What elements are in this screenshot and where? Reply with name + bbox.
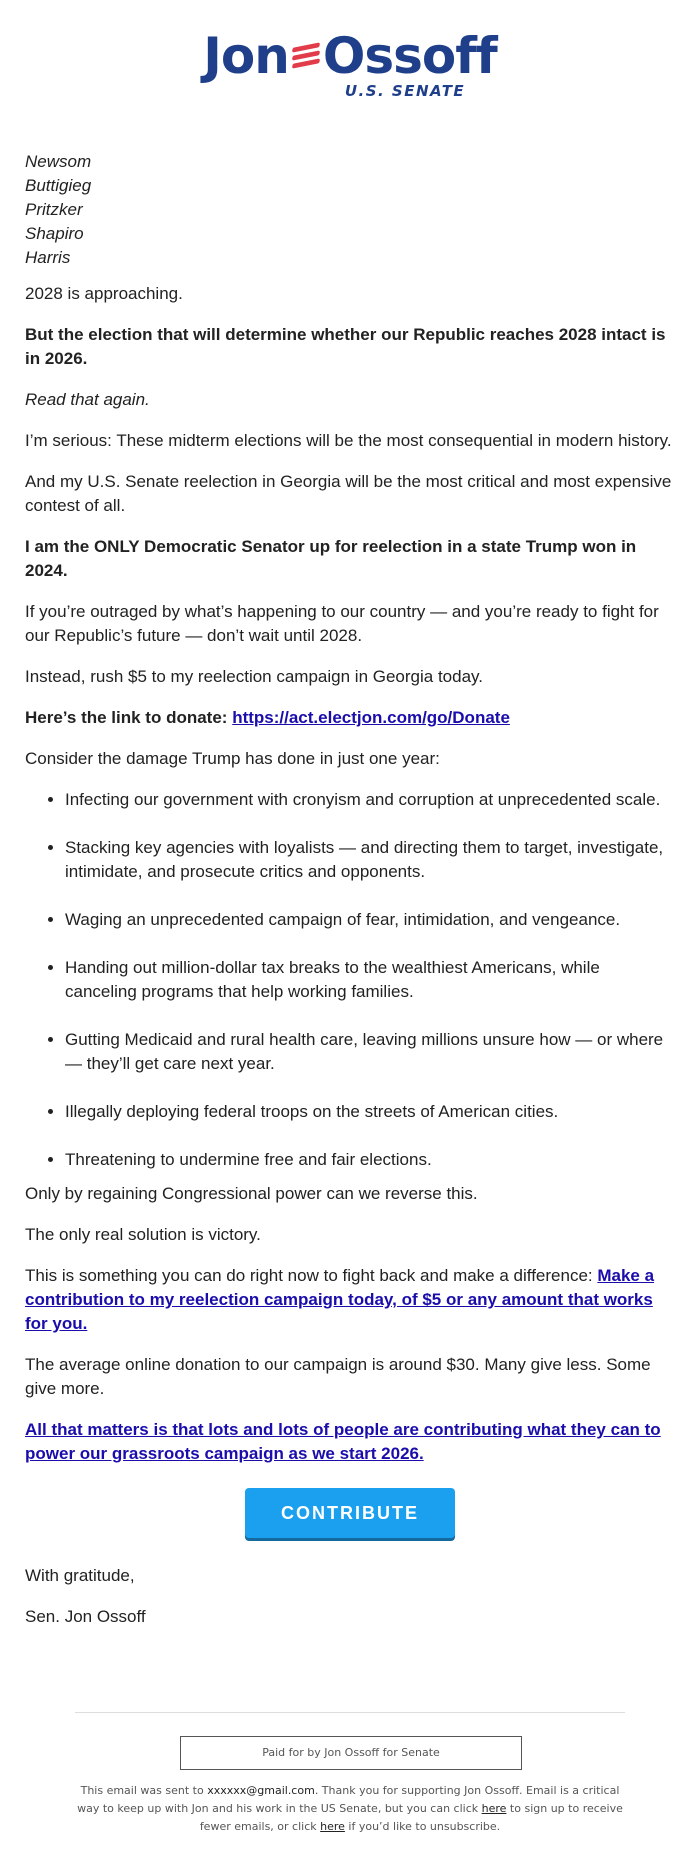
- flag-stripes-icon: [293, 39, 321, 73]
- damage-list: [25, 788, 675, 1172]
- donate-label: Here’s the link to donate:: [25, 708, 228, 727]
- name-item: Pritzker: [25, 200, 83, 219]
- footer-text-part: if you’d like to unsubscribe.: [348, 1820, 501, 1833]
- name-item: Shapiro: [25, 224, 84, 243]
- paid-for-disclaimer: Paid for by Jon Ossoff for Senate: [180, 1736, 522, 1770]
- list-item: • Gutting Medicaid and rural health care, leaving millions unsure how — or where — they’ll get care next year.: [65, 1028, 675, 1076]
- name-item: Newsom: [25, 152, 92, 171]
- paragraph: The average online donation to our campaign is around $30. Many give less. Some give more.: [25, 1355, 651, 1398]
- donate-link-paragraph: [25, 706, 675, 730]
- recipient-email: xxxxxx@gmail.com: [207, 1784, 315, 1797]
- grassroots-paragraph: [25, 1418, 675, 1466]
- paragraph: And my U.S. Senate reelection in Georgia will be the most critical and most expensive contest of all.: [25, 472, 672, 515]
- paragraph: The only real solution is victory.: [25, 1225, 261, 1244]
- sign-off: With gratitude,: [25, 1566, 135, 1585]
- logo-last-name: Ossoff: [322, 27, 497, 85]
- footer-divider: [75, 1712, 625, 1713]
- list-item: • Handing out million-dollar tax breaks to the wealthiest Americans, while canceling programs that help working families.: [65, 956, 675, 1004]
- paragraph: Instead, rush $5 to my reelection campaign in Georgia today.: [25, 667, 483, 686]
- name-item: Harris: [25, 248, 71, 267]
- list-item: • Waging an unprecedented campaign of fear, intimidation, and vengeance.: [65, 908, 675, 932]
- email-body: [25, 150, 675, 1646]
- contribution-link[interactable]: Make a contribution to my reelection campaign today, of $5 or any amount that works for you.: [25, 1266, 655, 1333]
- logo-first-name: Jon: [203, 27, 289, 85]
- paragraph: Consider the damage Trump has done in just one year:: [25, 749, 440, 768]
- contribute-button[interactable]: CONTRIBUTE: [245, 1488, 455, 1538]
- campaign-logo: [0, 28, 700, 100]
- footer-text-part: This email was sent to: [80, 1784, 204, 1797]
- grassroots-link[interactable]: All that matters is that lots and lots of people are contributing what they can to power our grassroots campaign as we start 2026.: [25, 1420, 661, 1463]
- contribution-text: This is something you can do right now to fight back and make a difference:: [25, 1266, 593, 1285]
- footer-text-part: . Thank you for supporting Jon Ossoff. Email is a critical way to keep up with Jon and his work in the US Senate, but you can click: [77, 1784, 620, 1815]
- candidate-names-list: [25, 150, 675, 270]
- footer-text-part: to sign up to receive fewer emails, or click: [199, 1802, 623, 1833]
- button-wrapper: [25, 1488, 675, 1538]
- logo-subtitle: U.S. SENATE: [344, 82, 466, 100]
- paragraph: Only by regaining Congressional power can we reverse this.: [25, 1184, 478, 1203]
- paragraph-bold: I am the ONLY Democratic Senator up for reelection in a state Trump won in 2024.: [25, 537, 637, 580]
- footer-text: [70, 1782, 630, 1836]
- logo-wordmark: [203, 28, 496, 84]
- paragraph: I’m serious: These midterm elections will be the most consequential in modern history.: [25, 431, 672, 450]
- name-item: Buttigieg: [25, 176, 92, 195]
- list-item: • Threatening to undermine free and fair elections.: [65, 1148, 675, 1172]
- list-item: • Stacking key agencies with loyalists — and directing them to target, investigate, intimidate, and prosecute critics and opponents.: [65, 836, 675, 884]
- signature: Sen. Jon Ossoff: [25, 1607, 146, 1626]
- donate-link[interactable]: https://act.electjon.com/go/Donate: [232, 708, 510, 727]
- paragraph-bold: But the election that will determine whether our Republic reaches 2028 intact is in 2026.: [25, 325, 666, 368]
- paragraph: If you’re outraged by what’s happening to our country — and you’re ready to fight for our Republic’s future — don’t wait until 2028.: [25, 602, 659, 645]
- fewer-emails-link[interactable]: here: [481, 1802, 507, 1815]
- paragraph-italic: Read that again.: [25, 390, 150, 409]
- unsubscribe-link[interactable]: here: [320, 1820, 345, 1833]
- contribution-paragraph: [25, 1264, 675, 1336]
- list-item: • Infecting our government with cronyism and corruption at unprecedented scale.: [65, 788, 675, 812]
- paragraph: 2028 is approaching.: [25, 284, 183, 303]
- list-item: • Illegally deploying federal troops on the streets of American cities.: [65, 1100, 675, 1124]
